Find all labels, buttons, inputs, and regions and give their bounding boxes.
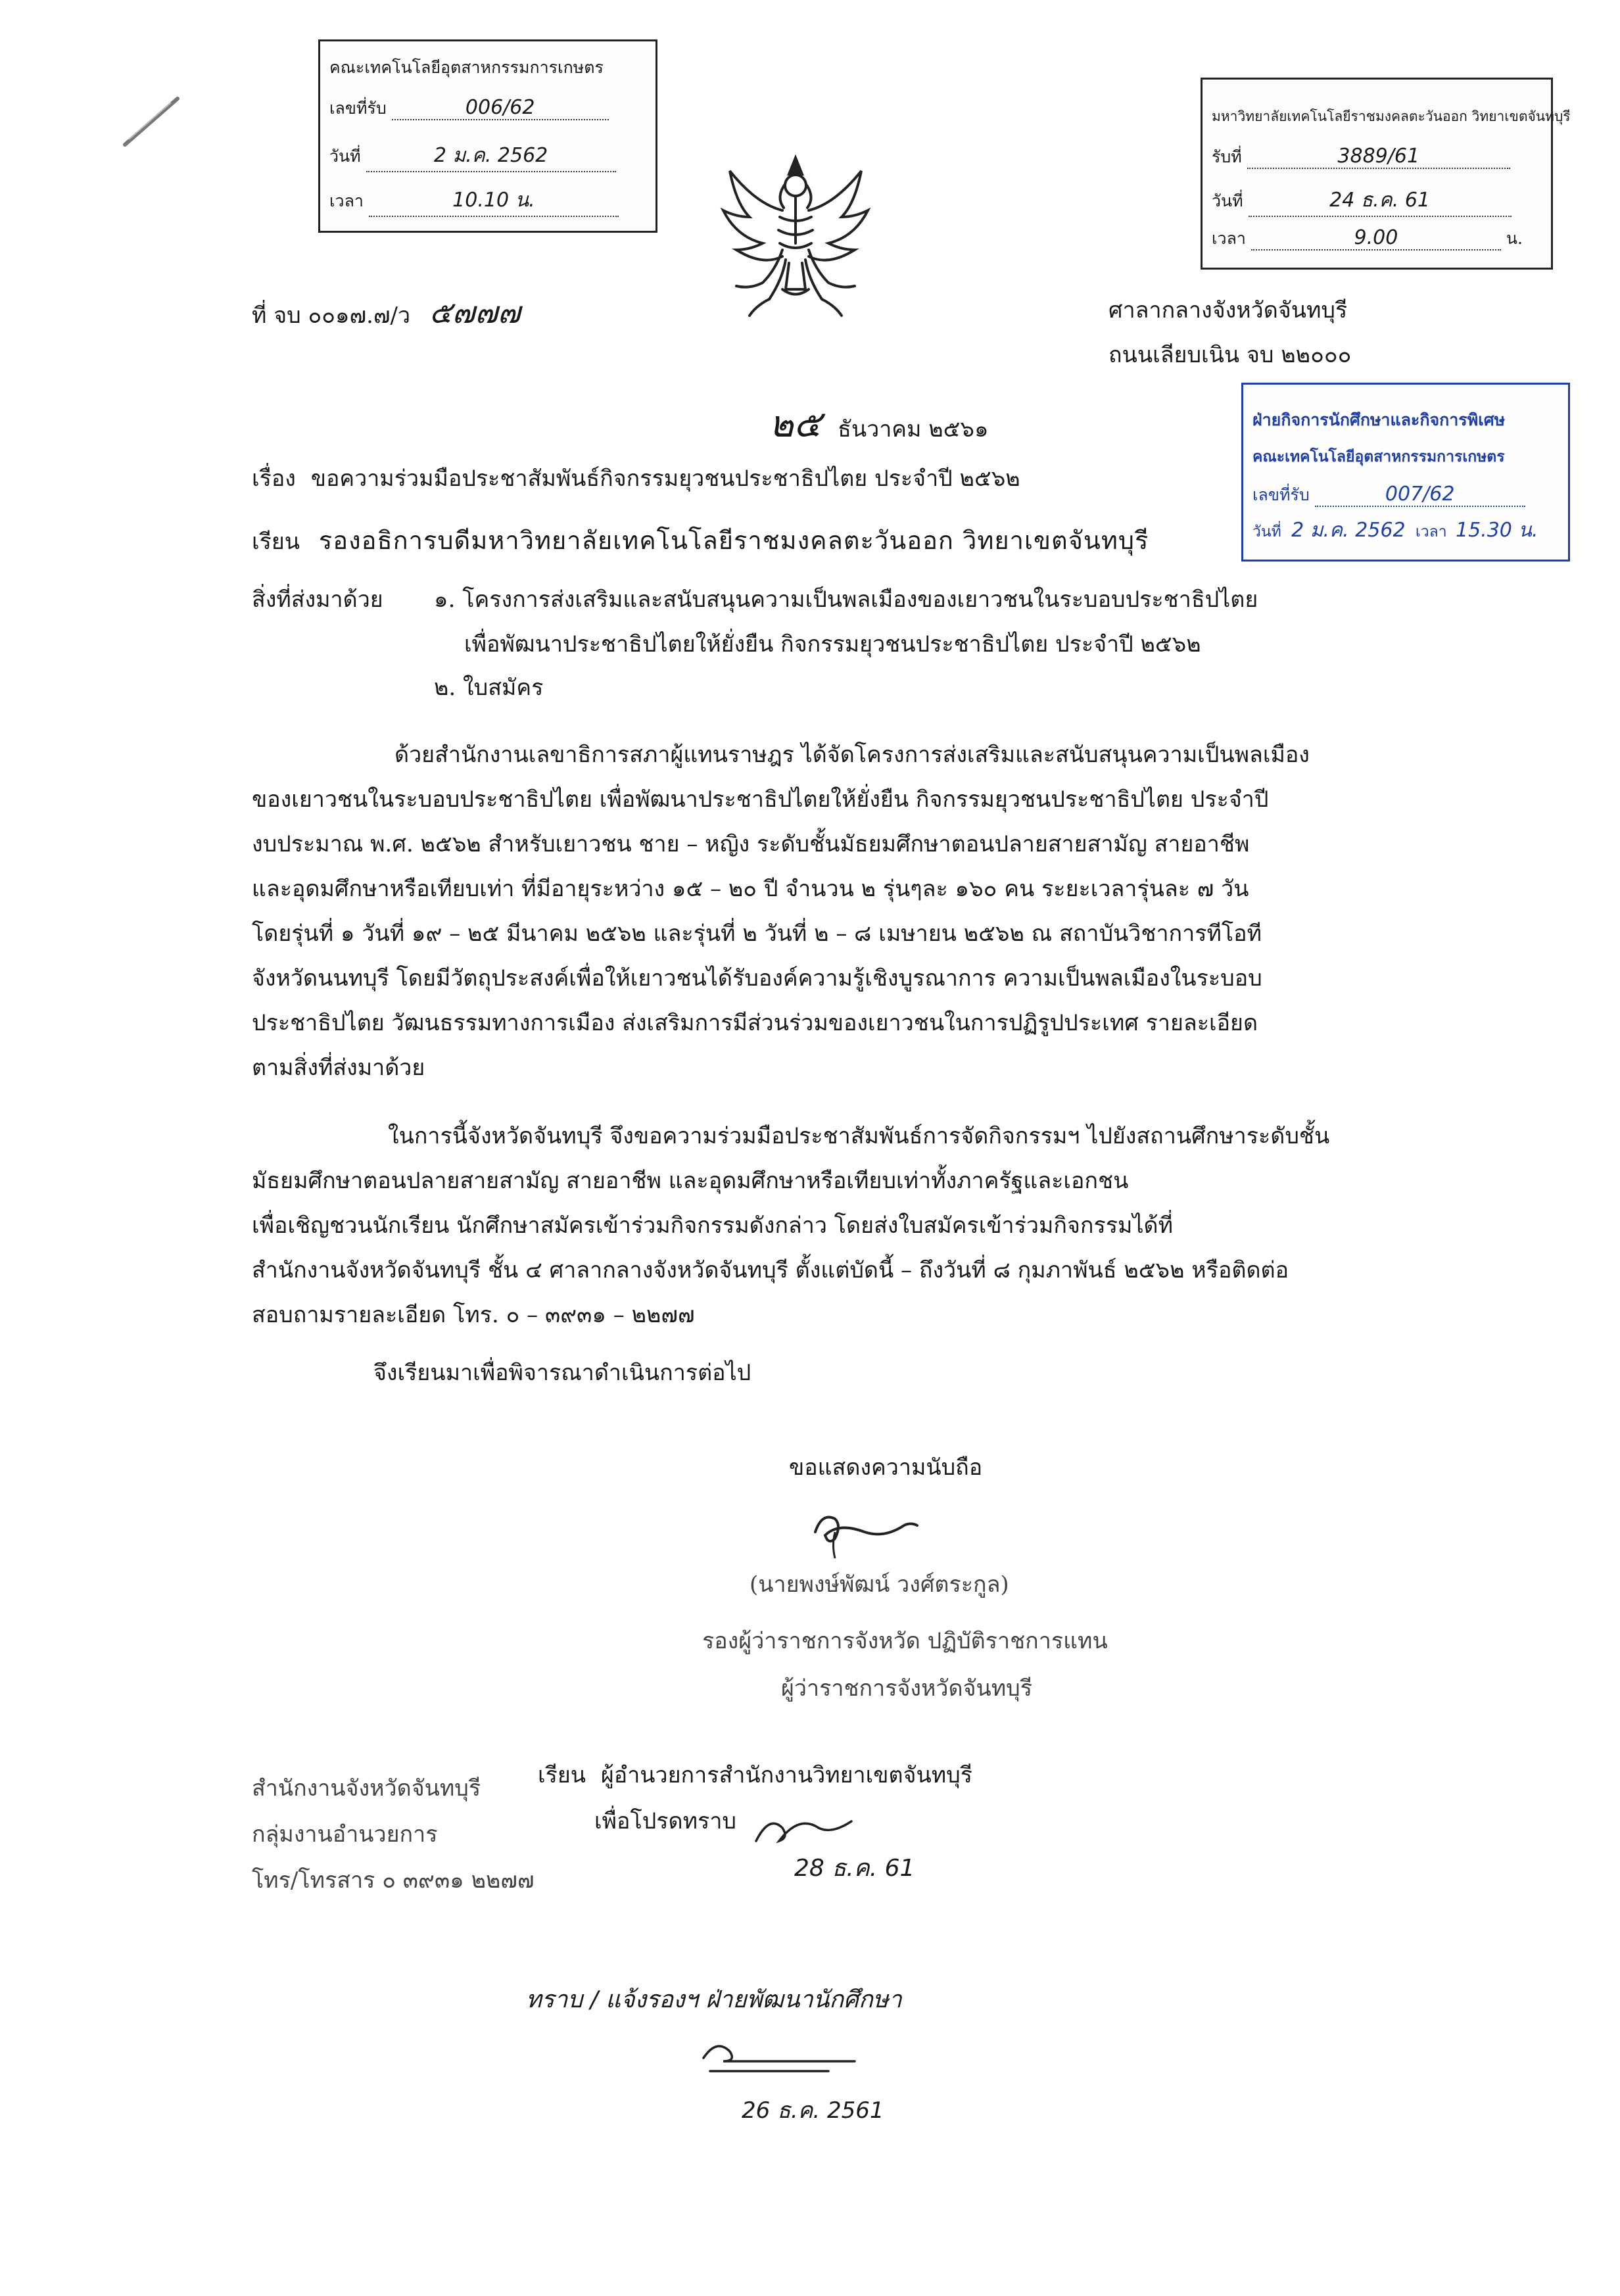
footer-group: กลุ่มงานอำนวยการ [252, 1821, 438, 1848]
stamp-time-label: เวลา [1212, 229, 1246, 248]
handwritten-instruction: ทราบ / แจ้งรองฯ ฝ่ายพัฒนานักศึกษา [526, 1986, 902, 2013]
stamp-no-label: เลขที่รับ [329, 99, 387, 118]
para2-line: สอบถามรายละเอียด โทร. ๐ – ๓๙๓๑ – ๒๒๗๗ [252, 1302, 695, 1328]
para2-line: เพื่อเชิญชวนนักเรียน นักศึกษาสมัครเข้าร่วมกิจกรรมดังกล่าว โดยส่งใบสมัครเข้าร่วมกิจกรรมได้ที่ [252, 1212, 1174, 1239]
subject-label: เรื่อง [252, 466, 296, 492]
paper-clip-icon [118, 92, 184, 151]
receipt-stamp-faculty [318, 39, 657, 233]
stamp-no-value: 3889/61 [1337, 145, 1420, 168]
note-to-text: ผู้อำนวยการสำนักงานวิทยาเขตจันทบุรี [600, 1762, 972, 1788]
stamp-date-label: วันที่ [1212, 191, 1243, 210]
para1-line: โดยรุ่นที่ ๑ วันที่ ๑๙ – ๒๕ มีนาคม ๒๕๖๒ และรุ่นที่ ๒ วันที่ ๒ – ๘ เมษายน ๒๕๖๒ ณ สถาบันวิชาการทีโอที [252, 921, 1262, 947]
stamp-org: คณะเทคโนโลยีอุตสาหกรรมการเกษตร [329, 58, 604, 77]
stamp-time-value: 9.00 [1354, 226, 1398, 249]
stamp-no-label: รับที่ [1212, 147, 1242, 166]
to-label: เรียน [252, 529, 300, 555]
signer-position-1: รองผู้ว่าราชการจังหวัด ปฏิบัติราชการแทน [702, 1628, 1108, 1654]
handwritten-date: 26 ธ.ค. 2561 [742, 2097, 884, 2124]
stamp-date-label: วันที่ [1252, 523, 1281, 540]
stamp-date-label: วันที่ [329, 147, 361, 166]
note-signature-mark [750, 1802, 868, 1854]
signer-position-2: ผู้ว่าราชการจังหวัดจันทบุรี [781, 1675, 1033, 1702]
enclosures-label: สิ่งที่ส่งมาด้วย [252, 586, 383, 613]
stamp-line2: คณะเทคโนโลยีอุตสาหกรรมการเกษตร [1252, 448, 1505, 466]
stamp-date-value: 24 ธ.ค. 61 [1329, 189, 1430, 212]
bottom-signature-mark [697, 2032, 868, 2084]
enclosure-item-1-line-2: เพื่อพัฒนาประชาธิปไตยให้ยั่งยืน กิจกรรมยุวชนประชาธิปไตย ประจำปี ๒๕๖๒ [464, 631, 1201, 658]
stamp-no-value: 006/62 [465, 96, 535, 119]
date-month-year: ธันวาคม ๒๕๖๑ [838, 416, 989, 442]
enclosure-item-1-line-1: ๑. โครงการส่งเสริมและสนับสนุนความเป็นพลเมืองของเยาวชนในระบอบประชาธิปไตย [434, 586, 1258, 613]
para2-line: ในการนี้จังหวัดจันทบุรี จึงขอความร่วมมือประชาสัมพันธ์การจัดกิจกรรมฯ ไปยังสถานศึกษาระดับชั้น [388, 1123, 1330, 1149]
regards: ขอแสดงความนับถือ [789, 1454, 983, 1481]
note-to-label: เรียน [538, 1762, 586, 1788]
stamp-time-unit: น. [1506, 229, 1523, 248]
para1-line: ของเยาวชนในระบอบประชาธิปไตย เพื่อพัฒนาประชาธิปไตยให้ยั่งยืน กิจกรรมยุวชนประชาธิปไตย ประจำปี [252, 786, 1269, 813]
stamp-time-value: 10.10 น. [452, 189, 535, 212]
stamp-org: มหาวิทยาลัยเทคโนโลยีราชมงคลตะวันออก วิทยาเขตจันทบุรี [1212, 108, 1571, 124]
reference-number: ที่ จบ ๐๐๑๗.๗/ว [252, 302, 411, 329]
stamp-no-value: 007/62 [1385, 483, 1455, 506]
subject-text: ขอความร่วมมือประชาสัมพันธ์กิจกรรมยุวชนประชาธิปไตย ประจำปี ๒๕๖๒ [310, 466, 1020, 492]
office-address: ถนนเลียบเนิน จบ ๒๒๐๐๐ [1108, 342, 1352, 368]
enclosure-item-2: ๒. ใบสมัคร [434, 675, 544, 701]
garuda-emblem-icon [717, 145, 874, 322]
stamp-no-label: เลขที่รับ [1252, 485, 1310, 504]
office-name: ศาลากลางจังหวัดจันทบุรี [1108, 297, 1348, 323]
para1-line: ประชาธิปไตย วัฒนธรรมทางการเมือง ส่งเสริมการมีส่วนร่วมของเยาวชนในการปฏิรูปประเทศ รายละเอียด [252, 1010, 1258, 1036]
signature-mark [809, 1493, 953, 1565]
para2-line: สำนักงานจังหวัดจันทบุรี ชั้น ๔ ศาลากลางจังหวัดจันทบุรี ตั้งแต่บัดนี้ – ถึงวันที่ ๘ กุมภาพันธ์ ๒๕๖๒ หรือติดต่อ [252, 1257, 1289, 1283]
stamp-time-label: เวลา [329, 191, 364, 210]
receipt-stamp-university [1201, 78, 1571, 270]
signer-name: (นายพงษ์พัฒน์ วงศ์ตระกูล) [750, 1571, 1009, 1598]
note-date: 28 ธ.ค. 61 [794, 1855, 915, 1882]
receipt-stamp-student-affairs [1241, 383, 1570, 562]
para1-line: และอุดมศึกษาหรือเทียบเท่า ที่มีอายุระหว่าง ๑๕ – ๒๐ ปี จำนวน ๒ รุ่นๆละ ๑๖๐ คน ระยะเวลารุ่นละ ๗ วัน [252, 876, 1249, 902]
para2-line: มัธยมศึกษาตอนปลายสายสามัญ สายอาชีพ และอุดมศึกษาหรือเทียบเท่าทั้งภาครัฐและเอกชน [252, 1168, 1129, 1194]
date-day-handwritten: ๒๕ [769, 403, 822, 446]
footer-phone: โทร/โทรสาร ๐ ๓๙๓๑ ๒๒๗๗ [252, 1867, 535, 1894]
stamp-date-value: 2 ม.ค. 2562 [1291, 519, 1406, 542]
closing-line: จึงเรียนมาเพื่อพิจารณาดำเนินการต่อไป [373, 1360, 751, 1386]
stamp-line1: ฝ่ายกิจการนักศึกษาและกิจการพิเศษ [1252, 410, 1506, 429]
footer-office: สำนักงานจังหวัดจันทบุรี [252, 1775, 481, 1802]
para1-line: ตามสิ่งที่ส่งมาด้วย [252, 1055, 425, 1081]
para1-line: ด้วยสำนักงานเลขาธิการสภาผู้แทนราษฎร ได้จัดโครงการส่งเสริมและสนับสนุนความเป็นพลเมือง [394, 742, 1310, 768]
stamp-time-value: 15.30 น. [1455, 519, 1538, 542]
note-purpose: เพื่อโปรดทราบ [594, 1808, 736, 1834]
stamp-time-label: เวลา [1415, 523, 1447, 540]
reference-handwritten: ๕๗๗๗ [429, 295, 521, 330]
para1-line: งบประมาณ พ.ศ. ๒๕๖๒ สำหรับเยาวชน ชาย – หญิง ระดับชั้นมัธยมศึกษาตอนปลายสายสามัญ สายอาชีพ [252, 831, 1250, 857]
stamp-date-value: 2 ม.ค. 2562 [433, 144, 548, 167]
para1-line: จังหวัดนนทบุรี โดยมีวัตถุประสงค์เพื่อให้เยาวชนได้รับองค์ความรู้เชิงบูรณาการ ความเป็นพลเมืองในระบอบ [252, 965, 1262, 992]
to-text: รองอธิการบดีมหาวิทยาลัยเทคโนโลยีราชมงคลตะวันออก วิทยาเขตจันทบุรี [318, 526, 1149, 555]
